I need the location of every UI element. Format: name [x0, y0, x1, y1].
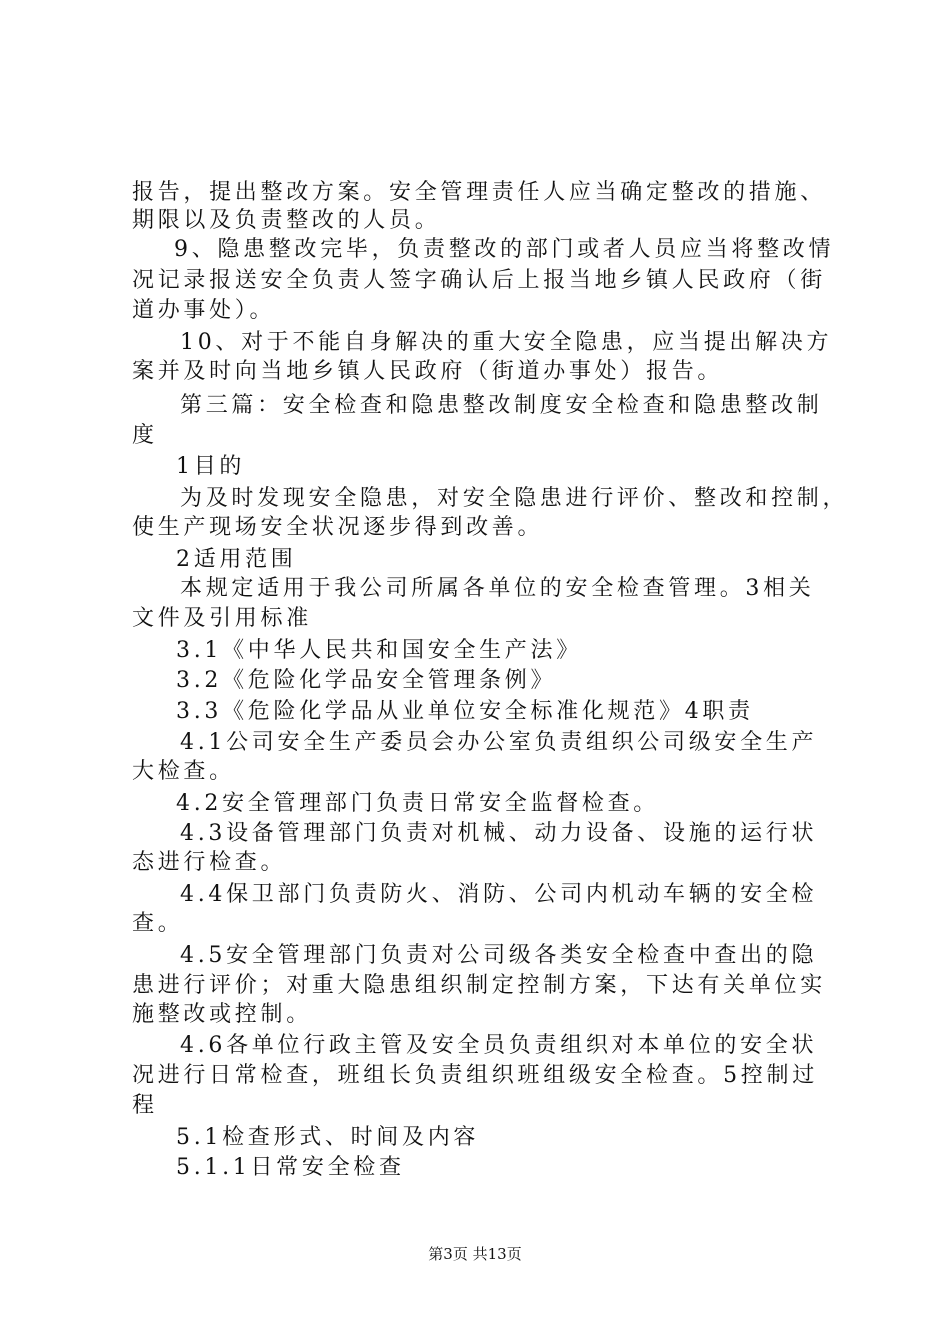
- text-line: 文件及引用标准: [132, 606, 312, 631]
- text-line: 4.5安全管理部门负责对公司级各类安全检查中查出的隐: [180, 943, 818, 968]
- text-line: 4.2安全管理部门负责日常安全监督检查。: [176, 791, 659, 816]
- text-line: 况记录报送安全负责人签字确认后上报当地乡镇人民政府（街: [132, 268, 826, 293]
- text-line: 态进行检查。: [132, 850, 287, 875]
- text-line: 5.1检查形式、时间及内容: [176, 1125, 480, 1150]
- text-line: 本规定适用于我公司所属各单位的安全检查管理。3相关: [180, 576, 815, 601]
- text-line: 患进行评价；对重大隐患组织制定控制方案，下达有关单位实: [132, 973, 826, 998]
- text-line: 施整改或控制。: [132, 1002, 312, 1027]
- text-line: 案并及时向当地乡镇人民政府（街道办事处）报告。: [132, 359, 724, 384]
- text-line: 3.3《危险化学品从业单位安全标准化规范》4职责: [176, 699, 754, 724]
- text-line: 5.1.1日常安全检查: [176, 1155, 405, 1180]
- text-line: 3.2《危险化学品安全管理条例》: [176, 668, 557, 693]
- text-line: 4.6各单位行政主管及安全员负责组织对本单位的安全状: [180, 1033, 818, 1058]
- text-line: 3.1《中华人民共和国安全生产法》: [176, 638, 582, 663]
- text-line: 4.3设备管理部门负责对机械、动力设备、设施的运行状: [180, 821, 818, 846]
- text-line: 大检查。: [132, 759, 235, 784]
- subsection-heading: 1目的: [176, 454, 246, 479]
- text-line: 9、隐患整改完毕，负责整改的部门或者人员应当将整改情: [174, 237, 835, 262]
- section-heading: 第三篇：安全检查和隐患整改制度安全检查和隐患整改制: [180, 393, 823, 418]
- text-line: 程: [132, 1093, 158, 1118]
- text-line: 4.1公司安全生产委员会办公室负责组织公司级安全生产: [180, 730, 818, 755]
- text-line: 使生产现场安全状况逐步得到改善。: [132, 515, 544, 540]
- section-heading: 度: [132, 423, 158, 448]
- text-line: 10、对于不能自身解决的重大安全隐患，应当提出解决方: [180, 330, 833, 355]
- text-line: 4.4保卫部门负责防火、消防、公司内机动车辆的安全检: [180, 882, 818, 907]
- text-line: 期限以及负责整改的人员。: [132, 208, 441, 233]
- subsection-heading: 2适用范围: [176, 547, 297, 572]
- text-line: 况进行日常检查，班组长负责组织班组级安全检查。5控制过: [132, 1063, 818, 1088]
- text-line: 查。: [132, 911, 184, 936]
- page-number-footer: 第3页 共13页: [428, 1245, 522, 1263]
- text-line: 为及时发现安全隐患，对安全隐患进行评价、整改和控制，: [180, 486, 849, 511]
- text-line: 道办事处）。: [132, 298, 276, 323]
- text-line: 报告，提出整改方案。安全管理责任人应当确定整改的措施、: [132, 180, 826, 205]
